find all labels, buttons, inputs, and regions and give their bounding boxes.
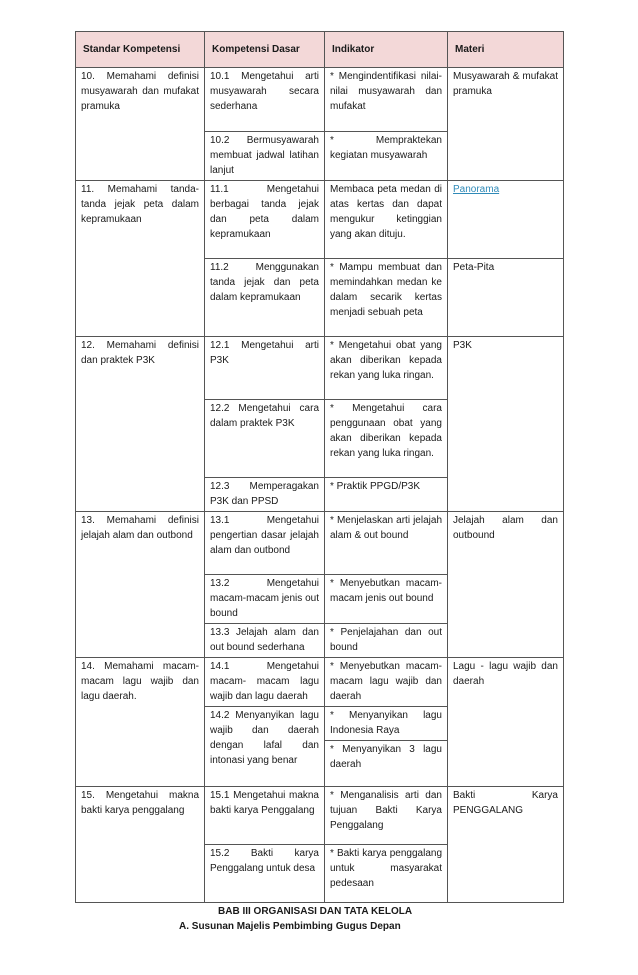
sk-cell: 15. Mengetahui makna bakti karya penggalang: [76, 787, 205, 903]
section-heading: A. Susunan Majelis Pembimbing Gugus Depan: [179, 921, 401, 932]
indikator-cell: * Menyanyikan 3 lagu daerah: [325, 741, 448, 787]
sk-cell: 14. Memahami macam-macam lagu wajib dan lagu daerah.: [76, 658, 205, 787]
kd-cell: 11.1 Mengetahui berbagai tanda jejak dan peta dalam kepramukaan: [205, 181, 325, 259]
competency-table: [75, 31, 564, 903]
header-standar-kompetensi: Standar Kompetensi: [76, 32, 205, 68]
indikator-cell: * Bakti karya penggalang untuk masyarakat pedesaan: [325, 845, 448, 903]
kd-cell: 13.3 Jelajah alam dan out bound sederhana: [205, 624, 325, 658]
materi-cell: Lagu - lagu wajib dan daerah: [448, 658, 564, 787]
materi-cell: [448, 181, 564, 259]
indikator-cell: * Menganalisis arti dan tujuan Bakti Karya Penggalang: [325, 787, 448, 845]
kd-cell: 12.3 Memperagakan P3K dan PPSD: [205, 478, 325, 512]
table-row: [76, 181, 564, 259]
indikator-cell: Membaca peta medan di atas kertas dan dapat mengukur ketinggian yang akan dituju.: [325, 181, 448, 259]
materi-cell: Jelajah alam dan outbound: [448, 512, 564, 658]
indikator-cell: * Mempraktekan kegiatan musyawarah: [325, 132, 448, 181]
materi-cell: P3K: [448, 337, 564, 512]
indikator-cell: * Menyebutkan macam- macam jenis out bound: [325, 575, 448, 624]
indikator-cell: * Menjelaskan arti jelajah alam & out bound: [325, 512, 448, 575]
materi-cell: Musyawarah & mufakat pramuka: [448, 68, 564, 181]
header-materi: Materi: [448, 32, 564, 68]
header-indikator: Indikator: [325, 32, 448, 68]
materi-cell: Bakti Karya PENGGALANG: [448, 787, 564, 903]
indikator-cell: * Mengetahui obat yang akan diberikan kepada rekan yang luka ringan.: [325, 337, 448, 400]
table-row: [76, 68, 564, 132]
materi-link-panorama[interactable]: Panorama: [453, 184, 500, 195]
kd-cell: 12.2 Mengetahui cara dalam praktek P3K: [205, 400, 325, 478]
indikator-cell: * Mengetahui cara penggunaan obat yang akan diberikan kepada rekan yang luka ringan.: [325, 400, 448, 478]
sk-cell: 11. Memahami tanda-tanda jejak peta dalam kepramukaan: [76, 181, 205, 337]
kd-cell: 14.1 Mengetahui macam- macam lagu wajib dan lagu daerah: [205, 658, 325, 707]
chapter-heading: BAB III ORGANISASI DAN TATA KELOLA: [218, 906, 413, 917]
indikator-cell: * Mengindentifikasi nilai-nilai musyawarah dan mufakat: [325, 68, 448, 132]
table-row: [76, 787, 564, 845]
table-header-row: [76, 32, 564, 68]
table-row: [76, 658, 564, 707]
kd-cell: 15.2 Bakti karya Penggalang untuk desa: [205, 845, 325, 903]
sk-cell: 13. Memahami definisi jelajah alam dan outbond: [76, 512, 205, 658]
kd-cell: 10.2 Bermusyawarah membuat jadwal latihan lanjut: [205, 132, 325, 181]
materi-cell: Peta-Pita: [448, 259, 564, 337]
kd-cell: 15.1 Mengetahui makna bakti karya Penggalang: [205, 787, 325, 845]
sk-cell: 12. Memahami definisi dan praktek P3K: [76, 337, 205, 512]
table-row: [76, 512, 564, 575]
indikator-cell: * Menyebutkan macam- macam lagu wajib dan daerah: [325, 658, 448, 707]
indikator-cell: * Mampu membuat dan memindahkan medan ke dalam secarik kertas menjadi sebuah peta: [325, 259, 448, 337]
kd-cell: 10.1 Mengetahui arti musyawarah secara sederhana: [205, 68, 325, 132]
kd-cell: 13.1 Mengetahui pengertian dasar jelajah alam dan outbond: [205, 512, 325, 575]
header-kompetensi-dasar: Kompetensi Dasar: [205, 32, 325, 68]
kd-cell: 14.2 Menyanyikan lagu wajib dan daerah dengan lafal dan intonasi yang benar: [205, 707, 325, 787]
indikator-cell: * Praktik PPGD/P3K: [325, 478, 448, 512]
kd-cell: 11.2 Menggunakan tanda jejak dan peta dalam kepramukaan: [205, 259, 325, 337]
sk-cell: 10. Memahami definisi musyawarah dan mufakat pramuka: [76, 68, 205, 181]
kd-cell: 13.2 Mengetahui macam-macam jenis out bound: [205, 575, 325, 624]
indikator-cell: * Menyanyikan lagu Indonesia Raya: [325, 707, 448, 741]
indikator-cell: * Penjelajahan dan out bound: [325, 624, 448, 658]
table-row: [76, 337, 564, 400]
kd-cell: 12.1 Mengetahui arti P3K: [205, 337, 325, 400]
